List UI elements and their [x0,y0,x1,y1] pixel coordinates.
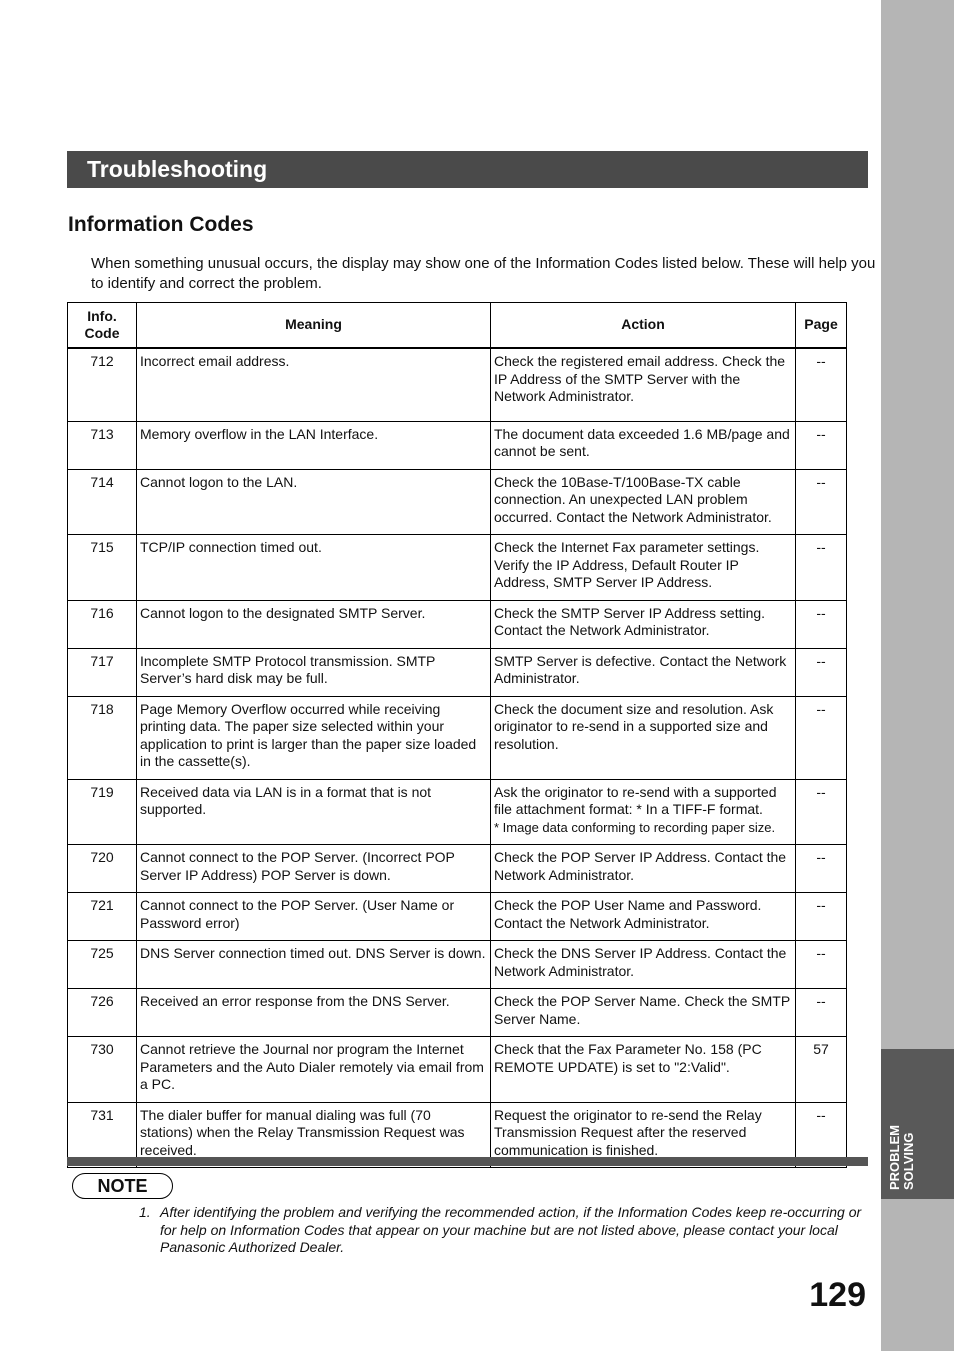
meaning: Cannot logon to the LAN. [137,469,491,535]
table-row [68,535,847,601]
action: Check the 10Base-T/100Base-TX cable connection. An unexpected LAN problem occurred. Contact the Network Administrator. [491,469,796,535]
page-ref: -- [796,535,847,601]
page-ref: -- [796,600,847,648]
page-ref: -- [796,941,847,989]
side-tab-label: PROBLEM SOLVING [887,1125,916,1190]
table-row [68,348,847,421]
header-info-code: Info. Code [68,303,137,349]
meaning: Received an error response from the DNS Server. [137,989,491,1037]
action: Check the POP Server IP Address. Contact the Network Administrator. [491,845,796,893]
page-ref: -- [796,893,847,941]
intro-paragraph: When something unusual occurs, the display may show one of the Information Codes listed below. These will help you to identify and correct the problem. [91,255,876,292]
table-row [68,989,847,1037]
action-text: Ask the originator to re-send with a supported file attachment format: * In a TIFF-F format. [494,783,777,817]
header-bar [67,151,868,188]
page-title: Troubleshooting [87,156,268,182]
meaning: The dialer buffer for manual dialing was full (70 stations) when the Relay Transmission Request was received. [137,1102,491,1168]
table-header-row [68,303,847,349]
info-code: 720 [68,845,137,893]
meaning: Cannot connect to the POP Server. (User Name or Password error) [137,893,491,941]
note-divider [67,1157,868,1166]
info-code: 714 [68,469,137,535]
information-codes-table [67,302,847,1168]
table-row [68,1037,847,1103]
action: Check the SMTP Server IP Address setting. Contact the Network Administrator. [491,600,796,648]
header-page: Page [796,303,847,349]
info-code: 725 [68,941,137,989]
page-ref: -- [796,469,847,535]
page-ref: -- [796,421,847,469]
meaning: Memory overflow in the LAN Interface. [137,421,491,469]
info-code: 726 [68,989,137,1037]
action: The document data exceeded 1.6 MB/page and cannot be sent. [491,421,796,469]
action: Check the registered email address. Check the IP Address of the SMTP Server with the Network Administrator. [491,348,796,421]
table-row [68,648,847,696]
meaning: TCP/IP connection timed out. [137,535,491,601]
page-number: 129 [809,1276,866,1314]
table-row [68,600,847,648]
action: Check the DNS Server IP Address. Contact the Network Administrator. [491,941,796,989]
action: Check the POP Server Name. Check the SMTP Server Name. [491,989,796,1037]
page-ref: 57 [796,1037,847,1103]
page-ref: -- [796,696,847,779]
table-row [68,893,847,941]
meaning: Received data via LAN is in a format that is not supported. [137,779,491,845]
info-code: 713 [68,421,137,469]
action: Check the Internet Fax parameter settings. Verify the IP Address, Default Router IP Address, SMTP Server IP Address. [491,535,796,601]
table-row [68,696,847,779]
info-code: 712 [68,348,137,421]
note-label: NOTE [72,1173,173,1199]
note-number: 1. [139,1204,151,1220]
meaning: Cannot retrieve the Journal nor program the Internet Parameters and the Auto Dialer remotely via email from a PC. [137,1037,491,1103]
page-ref: -- [796,648,847,696]
action: SMTP Server is defective. Contact the Network Administrator. [491,648,796,696]
info-code: 730 [68,1037,137,1103]
page-ref: -- [796,1102,847,1168]
table-row [68,421,847,469]
table-row [68,941,847,989]
table-row [68,469,847,535]
note-text: After identifying the problem and verifying the recommended action, if the Information Codes keep re-occurring or for help on Information Codes that appear on your machine but are not listed above, please contact your local Panasonic Authorized Dealer. [160,1204,862,1256]
section-title: Information Codes [68,213,254,236]
meaning: DNS Server connection timed out. DNS Server is down. [137,941,491,989]
info-code: 719 [68,779,137,845]
page-ref: -- [796,348,847,421]
action: Check that the Fax Parameter No. 158 (PC REMOTE UPDATE) is set to "2:Valid". [491,1037,796,1103]
meaning: Incorrect email address. [137,348,491,421]
info-code: 717 [68,648,137,696]
action-footnote: * Image data conforming to recording paper size. [494,819,776,835]
info-code: 718 [68,696,137,779]
info-code: 721 [68,893,137,941]
table-row [68,845,847,893]
table-row [68,779,847,845]
meaning: Cannot connect to the POP Server. (Incorrect POP Server IP Address) POP Server is down. [137,845,491,893]
page-ref: -- [796,989,847,1037]
header-meaning: Meaning [137,303,491,349]
page-ref: -- [796,779,847,845]
meaning: Cannot logon to the designated SMTP Server. [137,600,491,648]
action: Check the POP User Name and Password. Contact the Network Administrator. [491,893,796,941]
action: Check the document size and resolution. Ask originator to re-send in a supported size and resolution. [491,696,796,779]
info-code: 716 [68,600,137,648]
page-ref: -- [796,845,847,893]
info-code: 715 [68,535,137,601]
action [491,779,796,845]
action: Request the originator to re-send the Relay Transmission Request after the reserved communication is finished. [491,1102,796,1168]
meaning: Incomplete SMTP Protocol transmission. SMTP Server’s hard disk may be full. [137,648,491,696]
meaning: Page Memory Overflow occurred while receiving printing data. The paper size selected within your application to print is larger than the paper size loaded in the cassette(s). [137,696,491,779]
header-action: Action [491,303,796,349]
info-code: 731 [68,1102,137,1168]
